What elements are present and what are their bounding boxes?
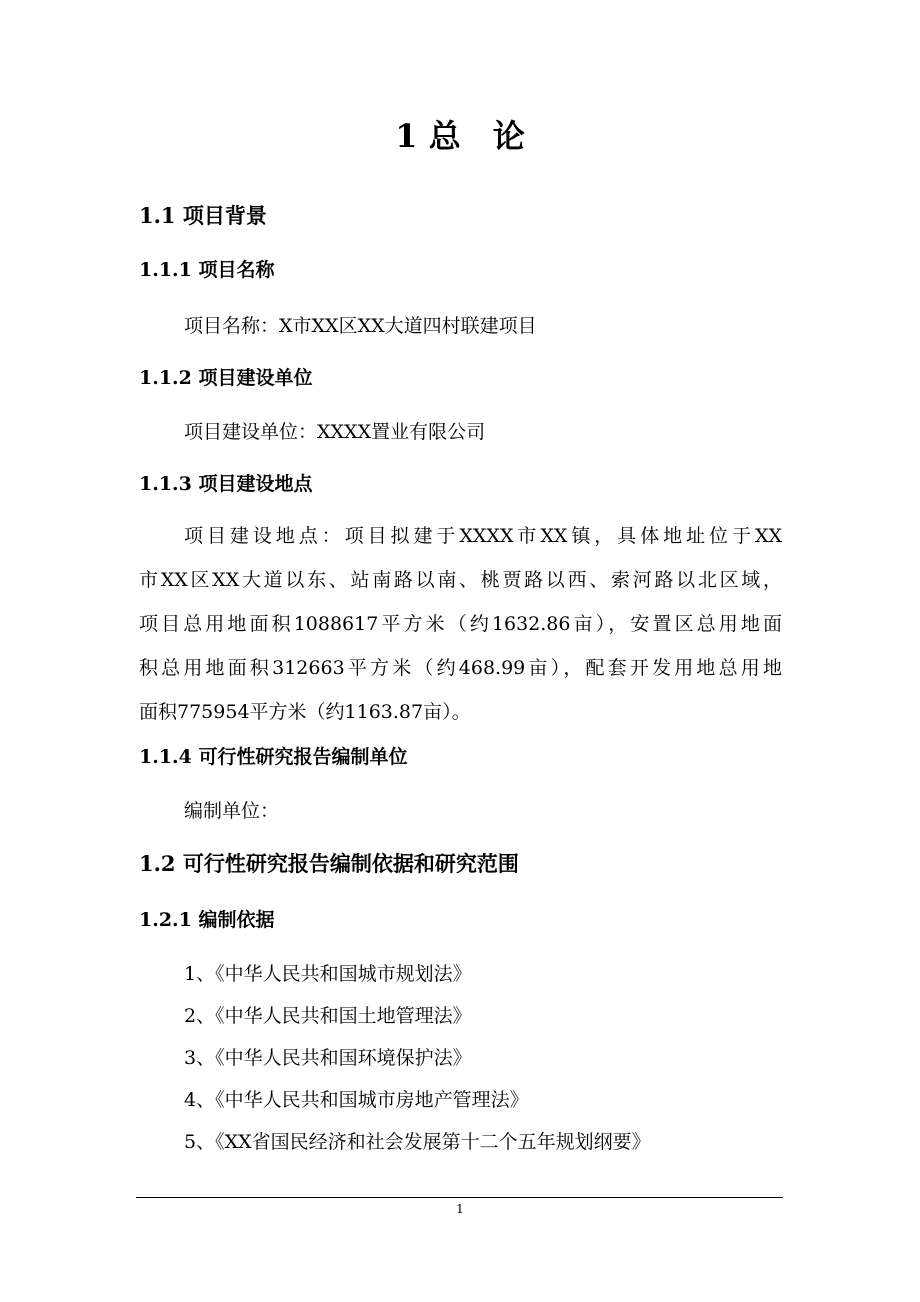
- section-heading-1-1-3: 1.1.3 项目建设地点: [139, 473, 313, 495]
- section-heading-1-1-4: 1.1.4 可行性研究报告编制单位: [139, 746, 408, 768]
- site-location-paragraph: [139, 514, 782, 734]
- chapter-title: 1 总 论: [395, 117, 525, 155]
- page-number: 1: [456, 1202, 464, 1216]
- section-heading-1-1-2: 1.1.2 项目建设单位: [139, 367, 313, 389]
- section-heading-1-2-1: 1.2.1 编制依据: [139, 909, 275, 931]
- builder-paragraph: 项目建设单位：XXXX置业有限公司: [184, 421, 486, 443]
- footer-divider: [136, 1197, 783, 1198]
- paragraph-line: 项目建设地点：项目拟建于XXXX市XX镇，具体地址位于XX: [184, 525, 782, 547]
- paragraph-line: 积总用地面积312663平方米（约468.99亩），配套开发用地总用地: [139, 657, 782, 679]
- author-unit-paragraph: 编制单位：: [184, 800, 280, 822]
- section-heading-1-2: 1.2 可行性研究报告编制依据和研究范围: [139, 851, 519, 876]
- paragraph-line: 市XX区XX大道以东、站南路以南、桃贾路以西、索河路以北区域，: [139, 569, 782, 591]
- paragraph-line: 项目总用地面积1088617平方米（约1632.86亩），安置区总用地面: [139, 613, 782, 635]
- reference-item: 1、《中华人民共和国城市规划法》: [184, 963, 472, 985]
- project-name-paragraph: 项目名称：X市XX区XX大道四村联建项目: [184, 315, 537, 337]
- reference-item: 2、《中华人民共和国土地管理法》: [184, 1005, 472, 1027]
- section-heading-1-1-1: 1.1.1 项目名称: [139, 259, 275, 281]
- reference-item: 5、《XX省国民经济和社会发展第十二个五年规划纲要》: [184, 1131, 651, 1153]
- reference-item: 3、《中华人民共和国环境保护法》: [184, 1047, 472, 1069]
- reference-item: 4、《中华人民共和国城市房地产管理法》: [184, 1089, 529, 1111]
- section-heading-1-1: 1.1 项目背景: [139, 203, 267, 228]
- paragraph-line: 面积775954平方米（约1163.87亩）。: [139, 701, 471, 723]
